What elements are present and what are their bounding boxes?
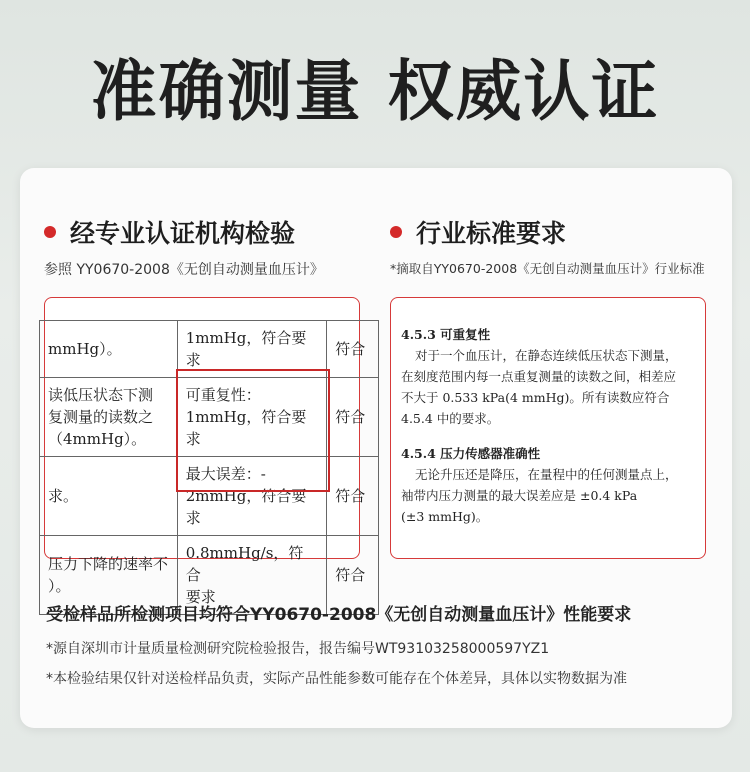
standard-text	[401, 324, 701, 527]
clause-line: 对于一个血压计，在静态连续低压状态下测量，	[415, 348, 678, 363]
table-cell: 可重复性： 1mmHg，符合要求	[177, 378, 327, 457]
table-cell: 压力下降的速率不 ）。	[40, 536, 178, 615]
page-title: 准确测量 权威认证	[90, 53, 660, 130]
left-heading-text: 经专业认证机构检验	[70, 219, 296, 248]
red-bullet-icon	[390, 226, 402, 238]
table-cell: 符合	[327, 378, 379, 457]
left-section-heading	[44, 214, 295, 250]
table-cell: 符合	[327, 457, 379, 536]
red-bullet-icon	[44, 226, 56, 238]
table-cell: 求。	[40, 457, 178, 536]
table-cell: 符合	[327, 321, 379, 378]
source-note: *源自深圳市计量质量检测研究院检验报告，报告编号WT93103258000597YZ1	[46, 641, 550, 657]
test-report-excerpt	[44, 297, 366, 606]
highlight-box	[176, 369, 330, 492]
right-section-heading	[390, 214, 566, 250]
table-cell: 符合	[327, 536, 379, 615]
left-reference: 参照 YY0670-2008《无创自动测量血压计》	[44, 262, 324, 278]
table-cell: 0.8mmHg/s，符合 要求	[177, 536, 327, 615]
disclaimer-note: *本检验结果仅针对送检样品负责，实际产品性能参数可能存在个体差异，具体以实物数据为准	[46, 671, 627, 687]
clause-line: 无论升压还是降压，在量程中的任何测量点上，	[415, 467, 678, 482]
clause-line: 袖带内压力测量的最大误差应是 ±0.4 kPa	[401, 488, 638, 503]
standard-excerpt	[390, 297, 706, 559]
right-reference: *摘取自YY0670-2008《无创自动测量血压计》行业标准	[390, 261, 705, 276]
summary-statement: 受检样品所检测项目均符合YY0670-2008《无创自动测量血压计》性能要求	[46, 605, 632, 625]
clause-title: 4.5.3 可重复性	[401, 327, 491, 342]
clause-line: 4.5.4 中的要求。	[401, 411, 500, 426]
clause-title: 4.5.4 压力传感器准确性	[401, 446, 541, 461]
table-cell: 读低压状态下测 复测量的读数之 （4mmHg）。	[40, 378, 178, 457]
clause-line: 不大于 0.533 kPa(4 mmHg)。所有读数应符合	[401, 390, 670, 405]
table-cell: 1mmHg，符合要求	[177, 321, 327, 378]
table-cell: 最大误差：- 2mmHg，符合要求	[177, 457, 327, 536]
clause-line: 在刻度范围内每一点重复测量的读数之间，相差应	[401, 369, 677, 384]
table-cell: mmHg）。	[40, 321, 178, 378]
right-heading-text: 行业标准要求	[416, 219, 567, 248]
certification-card	[20, 168, 732, 728]
clause-line: (±3 mmHg)。	[401, 509, 489, 524]
